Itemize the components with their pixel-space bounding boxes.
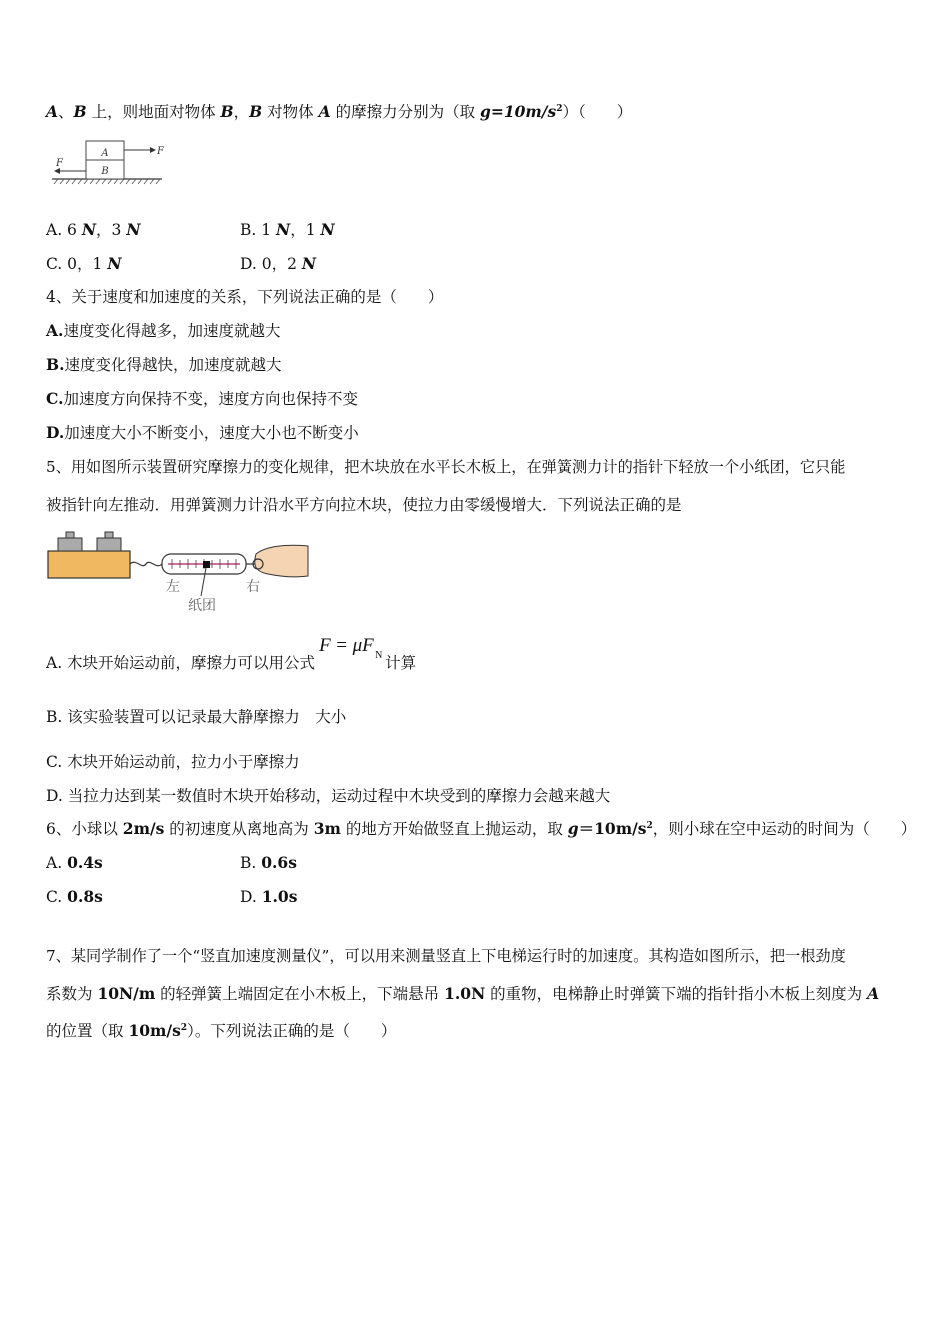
friction-formula bbox=[315, 635, 385, 668]
weight-right bbox=[97, 538, 121, 551]
q3-option-c[interactable] bbox=[46, 254, 121, 274]
ground-hatch bbox=[54, 179, 160, 184]
q3-letter-a: A bbox=[46, 102, 59, 121]
option-value: 0.8s bbox=[67, 887, 103, 906]
q4-stem: 4、关于速度和加速度的关系，下列说法正确的是（ ） bbox=[46, 288, 444, 306]
block-a-label: A bbox=[101, 148, 109, 159]
q7-g: 10m/s bbox=[128, 1021, 181, 1040]
q6-g-val: ＝10m/s bbox=[578, 819, 647, 838]
q6-option-b[interactable] bbox=[240, 853, 297, 873]
force-label-left: F bbox=[56, 158, 63, 169]
option-value: 0.6s bbox=[261, 853, 297, 872]
q3-letter-b2: B bbox=[220, 102, 234, 121]
formula-f: F bbox=[319, 635, 331, 656]
weight-left-knob bbox=[66, 532, 74, 538]
q3-letter-b: B bbox=[73, 102, 87, 121]
q7-text: 系数为 bbox=[46, 985, 98, 1003]
hook-connector bbox=[130, 562, 162, 565]
option-label: D. 0，2 bbox=[240, 255, 302, 273]
q3-option-d[interactable] bbox=[240, 254, 316, 274]
q4-option-d[interactable] bbox=[46, 423, 359, 443]
option-label: C. bbox=[46, 888, 68, 906]
option-text: A. 木块开始运动前，摩擦力可以用公式 bbox=[46, 654, 316, 672]
q6-g-exp: 2 bbox=[646, 821, 653, 831]
weight-left bbox=[58, 538, 82, 551]
q7-g-exp: 2 bbox=[180, 1023, 188, 1033]
weight-right-knob bbox=[105, 532, 113, 538]
option-letter: D. bbox=[46, 423, 65, 442]
force-label-right: F bbox=[157, 146, 164, 157]
q6-text: ，则小球在空中运动的时间为（ ） bbox=[652, 820, 917, 838]
option-text: 加速度方向保持不变，速度方向也保持不变 bbox=[63, 390, 358, 408]
q3-letter-b3: B bbox=[249, 102, 263, 121]
option-sep: ，1 bbox=[290, 221, 321, 239]
option-sep: ，3 bbox=[96, 221, 127, 239]
q6-text: 6、小球以 bbox=[46, 820, 123, 838]
option-label: C. 0，1 bbox=[46, 255, 108, 273]
force-arrowhead-right bbox=[150, 147, 156, 153]
option-label: A. 6 bbox=[46, 221, 82, 239]
q3-intro-line bbox=[46, 102, 632, 122]
option-unit: N bbox=[126, 220, 141, 239]
q3-paren: ）（ ） bbox=[562, 103, 633, 121]
q3-g-exp: 2 bbox=[556, 104, 563, 114]
label-left: 左 bbox=[166, 579, 180, 595]
q5-stem-line2: 被指针向左推动．用弹簧测力计沿水平方向拉木块，使拉力由零缓慢增大．下列说法正确的是 bbox=[46, 496, 682, 514]
q5-option-a[interactable] bbox=[46, 635, 417, 673]
option-text: 计算 bbox=[385, 654, 417, 672]
q3-letter-a2: A bbox=[318, 102, 331, 121]
q7-text: 的轻弹簧上端固定在小木板上，下端悬吊 bbox=[155, 985, 445, 1003]
option-letter: C. bbox=[46, 389, 64, 408]
q7-text: 的位置（取 bbox=[46, 1022, 129, 1040]
q7-line1: 7、某同学制作了一个“竖直加速度测量仪”，可以用来测量竖直上下电梯运行时的加速度。其构造如图所示，把一根劲度 bbox=[46, 947, 846, 965]
formula-sub: N bbox=[375, 650, 383, 661]
q4-option-b[interactable] bbox=[46, 355, 282, 375]
q5-option-b[interactable]: B. 该实验装置可以记录最大静摩擦力 大小 bbox=[46, 708, 347, 726]
option-letter: B. bbox=[46, 355, 65, 374]
label-paper: 纸团 bbox=[188, 598, 216, 614]
q6-v0: 2m/s bbox=[122, 819, 165, 838]
q3-block-diagram bbox=[46, 138, 166, 190]
q5-stem-line1: 5、用如图所示装置研究摩擦力的变化规律，把木块放在水平长木板上，在弹簧测力计的指针下轻放一个小纸团，它只能 bbox=[46, 458, 846, 476]
q5-option-c[interactable]: C. 木块开始运动前，拉力小于摩擦力 bbox=[46, 753, 300, 771]
q3-comma: ， bbox=[233, 103, 250, 121]
q7-weight: 1.0N bbox=[444, 984, 486, 1003]
option-label: D. bbox=[240, 888, 262, 906]
q6-option-a[interactable] bbox=[46, 853, 103, 873]
label-right: 右 bbox=[246, 579, 260, 595]
q6-stem bbox=[46, 819, 916, 839]
q6-text: 的初速度从离地高为 bbox=[164, 820, 314, 838]
option-value: 1.0s bbox=[261, 887, 298, 906]
q3-option-b[interactable] bbox=[240, 220, 335, 240]
q7-line2 bbox=[46, 984, 879, 1004]
option-text: 加速度大小不断变小，速度大小也不断变小 bbox=[64, 424, 359, 442]
q4-option-c[interactable] bbox=[46, 389, 358, 409]
option-unit: N bbox=[320, 220, 335, 239]
q7-mark-a: A bbox=[867, 984, 880, 1003]
q5-spring-scale-diagram bbox=[46, 524, 312, 616]
q3-mid: 上，则地面对物体 bbox=[86, 103, 221, 121]
q7-line3 bbox=[46, 1021, 396, 1041]
option-text: 速度变化得越多，加速度就越大 bbox=[63, 322, 281, 340]
q7-spring-constant: 10N/m bbox=[97, 984, 156, 1003]
q6-option-c[interactable] bbox=[46, 887, 103, 907]
block-b-label: B bbox=[101, 166, 109, 177]
q3-g-expr: g=10m/s bbox=[480, 102, 557, 121]
option-letter: A. bbox=[46, 321, 64, 340]
q6-height: 3m bbox=[313, 819, 341, 838]
q3-option-a[interactable] bbox=[46, 220, 140, 240]
q7-text: 的重物，电梯静止时弹簧下端的指针指小木板上刻度为 bbox=[485, 985, 868, 1003]
q6-text: 的地方开始做竖直上抛运动，取 bbox=[340, 820, 568, 838]
option-unit: N bbox=[107, 254, 122, 273]
formula-eq: = μF bbox=[335, 635, 374, 656]
q6-option-d[interactable] bbox=[240, 887, 297, 907]
q4-option-a[interactable] bbox=[46, 321, 280, 341]
option-label: B. 1 bbox=[240, 221, 277, 239]
option-unit: N bbox=[301, 254, 317, 273]
q5-option-d[interactable]: D. 当拉力达到某一数值时木块开始移动，运动过程中木块受到的摩擦力会越来越大 bbox=[46, 787, 611, 805]
option-label: A. bbox=[46, 854, 68, 872]
paper-ball bbox=[203, 561, 210, 568]
option-text: 速度变化得越快，加速度就越大 bbox=[64, 356, 282, 374]
option-value: 0.4s bbox=[67, 853, 103, 872]
option-unit: N bbox=[81, 220, 97, 239]
q6-g: g bbox=[567, 819, 579, 838]
option-unit: N bbox=[276, 220, 291, 239]
q3-end: 的摩擦力分别为（取 bbox=[330, 103, 480, 121]
wooden-block bbox=[48, 551, 130, 578]
option-label: B. bbox=[240, 854, 262, 872]
q3-mid2: 对物体 bbox=[262, 103, 319, 121]
q3-sep: 、 bbox=[58, 103, 74, 121]
q7-text: ）。下列说法正确的是（ ） bbox=[187, 1022, 397, 1040]
